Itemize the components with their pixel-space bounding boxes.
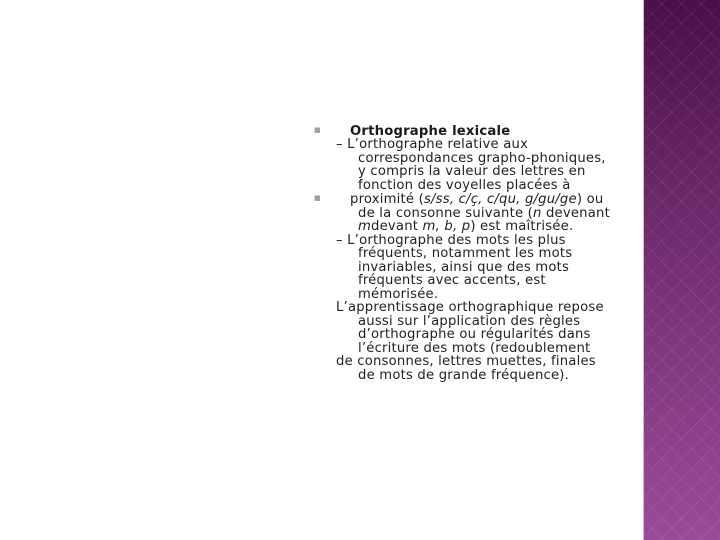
- heading-text: Orthographe lexicale: [350, 123, 511, 139]
- p2-italic-1: s/ss, c/ç, c/qu, g/gu/ge: [423, 192, 577, 207]
- heading-paragraph: [314, 123, 616, 139]
- p2-mid-2: devenant: [541, 205, 610, 221]
- paragraph-2: [314, 192, 616, 234]
- decorative-side-panel: [643, 0, 720, 540]
- p2-italic-2: n: [533, 205, 542, 221]
- p2-start: proximité (: [350, 192, 424, 207]
- bullet-icon: ■: [314, 194, 321, 203]
- bullet-icon: ■: [314, 126, 321, 134]
- paragraph-3: – L’orthographe des mots les plus fréquents, notamment les mots invariables, ainsi que des mots fréquents avec accents, est mémorisée.: [336, 232, 573, 302]
- slide-body: [314, 123, 616, 383]
- paragraph-1: – L’orthographe relative aux correspondances grapho-phoniques, y compris la valeur des lettres en fonction des voyelles placées à: [336, 137, 606, 193]
- p2-end: ) est maîtrisée.: [470, 219, 574, 234]
- paragraph-5: de consonnes, lettres muettes, finales de mots de grande fréquence).: [336, 354, 596, 383]
- p2-italic-3: m: [358, 219, 372, 234]
- p2-mid-1: ) ou de la consonne suivante (: [358, 192, 604, 221]
- paragraph-4: L’apprentissage orthographique repose aussi sur l’application des règles d’orthographe ou régularités dans l’écriture des mots (redoublement: [336, 300, 604, 356]
- p2-mid-3: devant: [371, 219, 423, 234]
- p2-italic-4: m, b, p: [422, 219, 471, 234]
